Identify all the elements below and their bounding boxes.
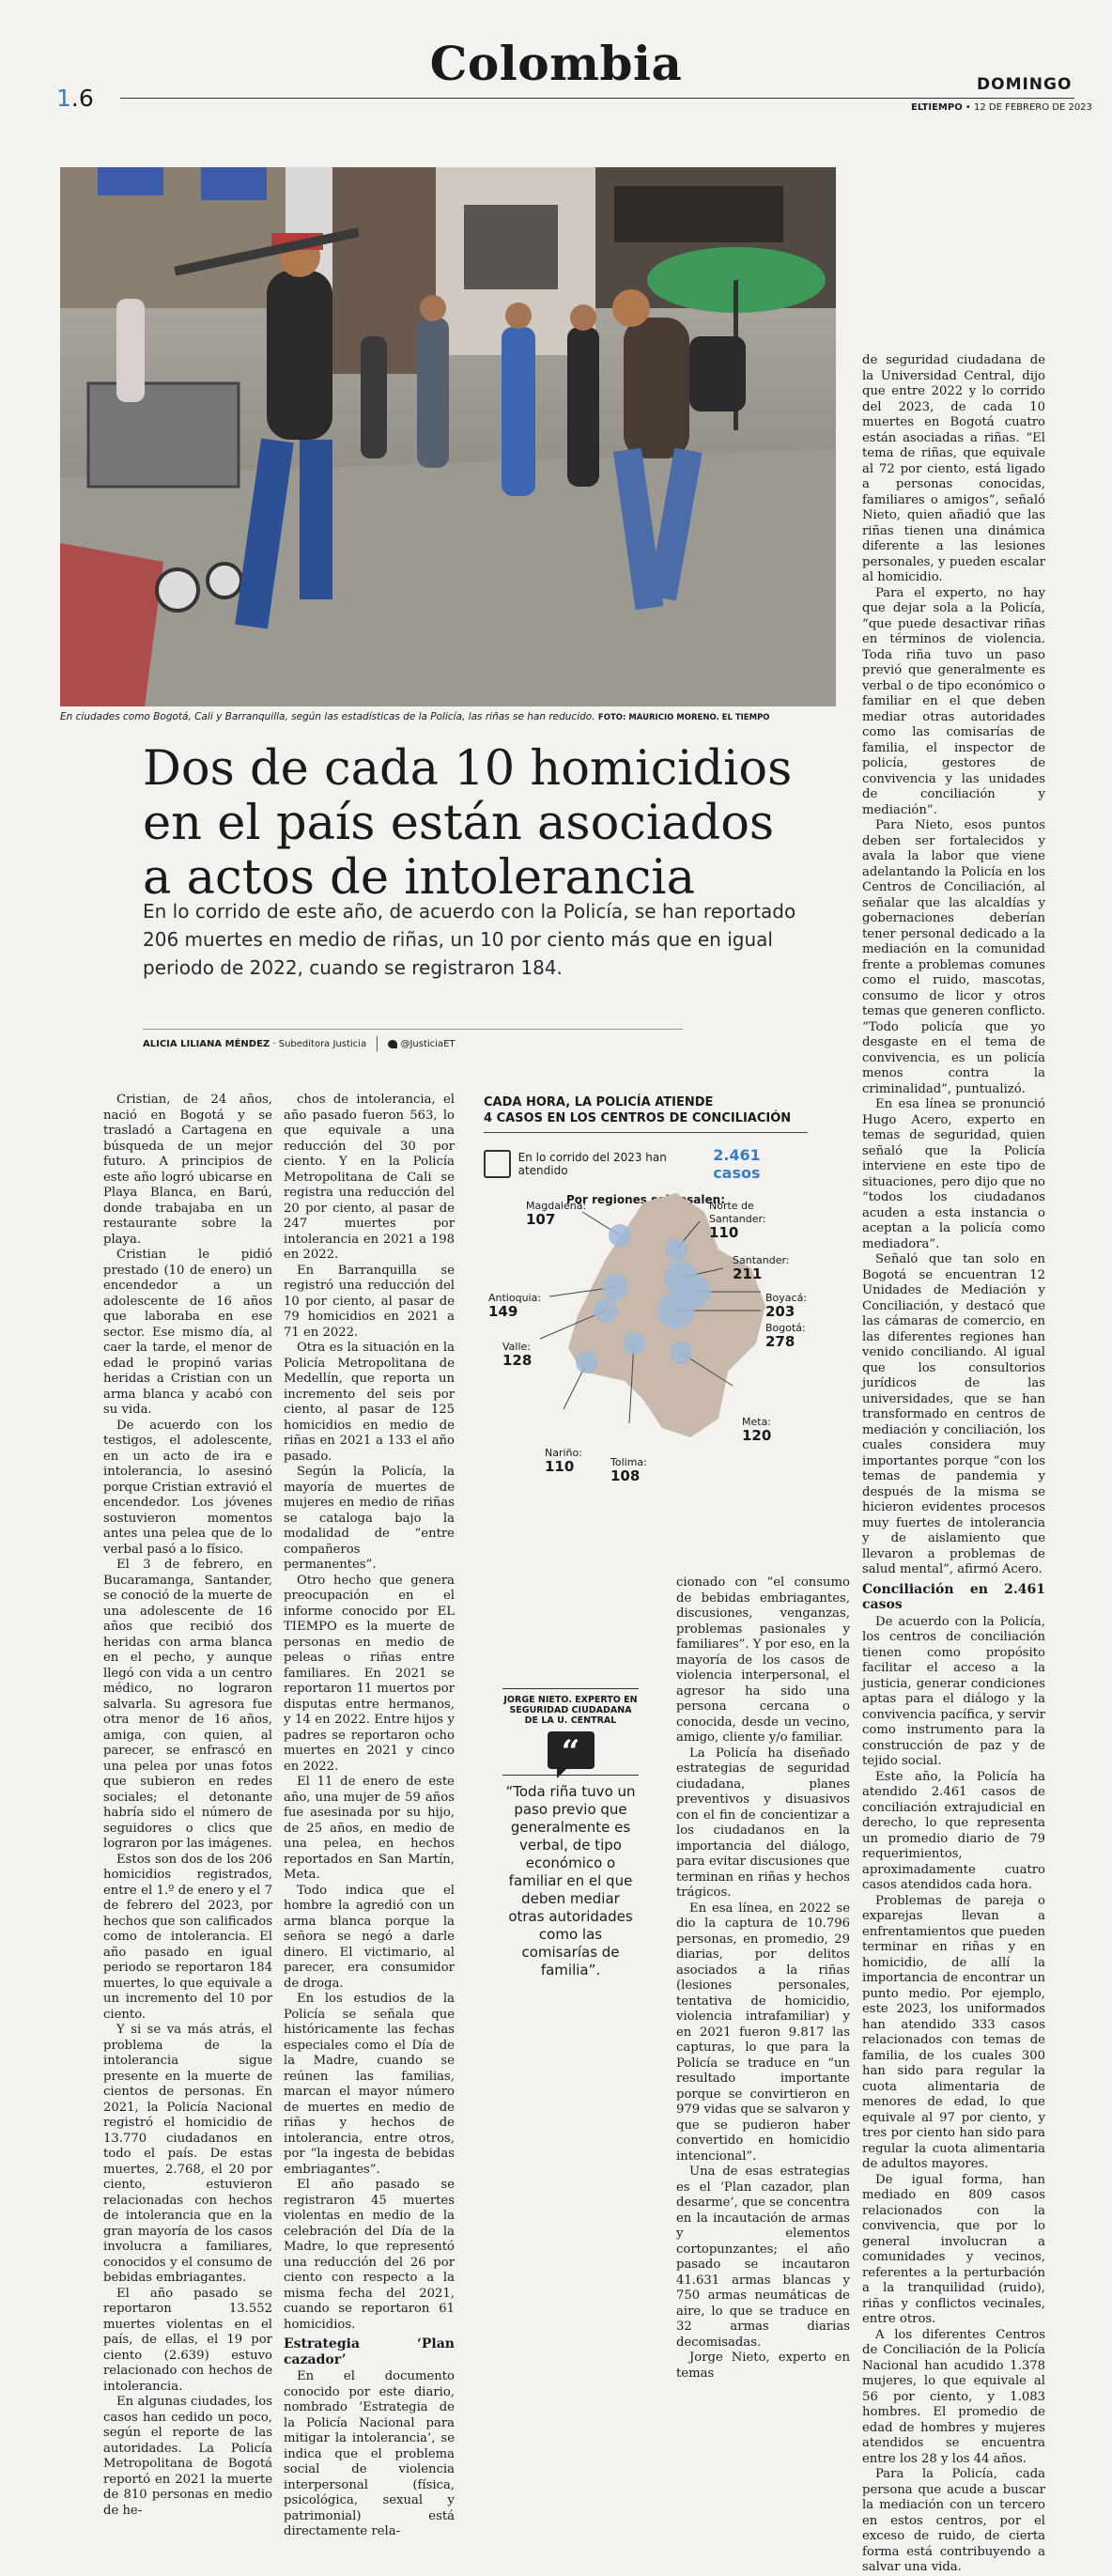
paragraph: En esa línea, en 2022 se dio la captura de 10.796 personas, en promedio, 29 diarias, por delitos asociados a la riñas (lesiones personales, tentativa de homicidio, violencia intrafamiliar) y en 2021 fueron 9.817 las capturas, lo que para la Policía se traduce en “un resultado importante porque se convirtieron en 979 vidas que se salvaron y que se pudieron haber convertido en homicidio intencional”. bbox=[676, 1901, 850, 2164]
paragraph: Problemas de pareja o exparejas llevan a enfrentamientos que pueden terminar en riñas y en homicidio, de allí la importancia de encontrar un punto medio. Por ejemplo, este 2023, los uniformados han atendido 333 casos relacionados con temas de familia, de los cuales 300 han sido para regular la cuota alimentaria de menores de edad, lo que equivale al 97 por ciento, y tres por ciento han sido para regular la cuota alimentaria de adultos mayores. bbox=[862, 1893, 1045, 2171]
region-antioquia: Antioquia: 149 bbox=[488, 1292, 542, 1320]
paragraph: Una de esas estrategias es el ‘Plan cazador, plan desarme’, que se concentra en la incautación de armas y elementos cortopunzantes; el año pasado se incautaron 41.631 armas blancas y 750 armas neumáticas de aire, lo que se traduce en 32 armas diarias decomisadas. bbox=[676, 2165, 850, 2350]
paragraph: Jorge Nieto, experto en temas bbox=[676, 2351, 850, 2381]
paragraph: Para el experto, no hay que dejar sola a la Policía, “que puede desactivar riñas en términos de violencia. Toda riña tuvo un paso previó que generalmente es verbal o de tipo económico o familiar en el que deben mediar otras autoridades como las comisarías de familia, el inspector de policía, gestores de convivencia y las unidades de conciliación y mediación”. bbox=[862, 585, 1045, 817]
infographic-title: CADA HORA, LA POLICÍA ATIENDE 4 CASOS EN LOS CENTROS DE CONCILIACIÓN bbox=[484, 1095, 792, 1125]
paragraph: Para Nieto, esos puntos deben ser fortalecidos y avala la labor que viene adelantando la Policía en los Centros de Conciliación, al señalar que las alcaldías y gobernaciones deberían tener personal dedicado a la mediación en la comunidad frente a problemas comunes como el ruido, mascotas, consumo de licor y otros temas que generen conflicto. “Todo policía que yo desgaste en el tema de convivencia, es un policía menos contra la criminalidad”, puntualizó. bbox=[862, 818, 1045, 1096]
page-number: 1.6 bbox=[56, 85, 94, 112]
bubble-valle bbox=[594, 1298, 618, 1323]
quote-attribution: JORGE NIETO. EXPERTO EN SEGURIDAD CIUDADANA DE LA U. CENTRAL bbox=[502, 1688, 639, 1726]
paragraph: Este año, la Policía ha atendido 2.461 casos de conciliación extrajudicial en derecho, lo que representa un promedio diario de 79 requerimientos, aproximadamente cuatro casos atendidos cada hora. bbox=[862, 1769, 1045, 1892]
region-tolima: Tolima: 108 bbox=[610, 1456, 647, 1484]
region-valle: Valle: 128 bbox=[502, 1341, 533, 1369]
cases-stat: En lo corrido del 2023 han atendido 2.461 casos bbox=[484, 1146, 808, 1182]
twitter-handle[interactable]: @JusticiaET bbox=[400, 1039, 456, 1049]
paragraph: Cristian, de 24 años, nació en Bogotá y se trasladó a Cartagena en búsqueda de un mejor futuro. A principios de este año logró ubicarse en Playa Blanca, en Barú, donde trabajaba en un restaurante sobre la playa. bbox=[103, 1093, 272, 1247]
paragraph: A los diferentes Centros de Conciliación de la Policía Nacional han acudido 1.378 mujeres, lo que equivale al 56 por ciento, y 1.083 hombres. El promedio de edad de hombres y mujeres atendidos se encuentra entre los 28 y los 44 años. bbox=[862, 2327, 1045, 2466]
byline-rule bbox=[143, 1029, 683, 1030]
bubble-antioquia bbox=[602, 1274, 628, 1300]
photo-caption: En ciudades como Bogotá, Cali y Barranquilla, según las estadísticas de la Policía, las riñas se han reducido. FOTO: MAURICIO MORENO. EL TIEMPO bbox=[60, 711, 770, 722]
edition-date: ELTIEMPO • 12 DE FEBRERO DE 2023 bbox=[911, 102, 1092, 113]
author-name: ALICIA LILIANA MÉNDEZ bbox=[143, 1039, 270, 1049]
paragraph: chos de intolerancia, el año pasado fueron 563, lo que equivale a una reducción del 30 por ciento. Y en la Policía Metropolitana de Cali se registra una reducción del 20 por ciento, al pasar de 247 muertes por intolerancia en 2021 a 198 en 2022. bbox=[284, 1093, 455, 1262]
paragraph: Otra es la situación en la Policía Metropolitana de Medellín, que reporta un incremento del seis por ciento, al pasar de 125 homicidios en medio de riñas en 2021 a 133 el año pasado. bbox=[284, 1341, 455, 1464]
paragraph: Señaló que tan solo en Bogotá se encuentran 12 Unidades de Mediación y Conciliación, y destacó que las cámaras de comercio, en las diferentes regiones han venido conciliando. Al igual que los consultorios jurídicos de las universidades, que se han transformado en centros de mediación y conciliación, los cuales considera muy importantes porque “con los temas de pandemia y después de la misma se hicieron evidentes procesos muy fuertes de intolerancia y de aislamiento que llevaron a problemas de salud mental”, afirmó Acero. bbox=[862, 1252, 1045, 1576]
conciliation-infographic bbox=[484, 1094, 808, 1484]
paragraph: cionado con “el consumo de bebidas embriagantes, discusiones, venganzas, problemas pasionales y familiares”. Y por eso, en la mayoría de los casos de violencia interpersonal, el agresor ha sido una persona cercana o conocida, desde un vecino, amigo, cliente y/o familiar. bbox=[676, 1575, 851, 1745]
article-column-3 bbox=[676, 1575, 850, 2382]
region-norte-santander: Norte de Santander: 110 bbox=[709, 1200, 766, 1241]
paragraph: De acuerdo con la Policía, los centros de conciliación tienen como propósito facilitar el acceso a la justicia, generar condiciones aptas para el diálogo y la convivencia pacífica, y servir como instrumento para la construcción de paz y de tejido social. bbox=[862, 1614, 1045, 1768]
section-title: Colombia bbox=[429, 36, 683, 91]
paragraph: Y si se va más atrás, el problema de la intolerancia sigue presente en la muerte de cientos de personas. En 2021, la Policía Nacional registró el homicidio de 13.770 ciudadanos en todo el país. De estas muertes, 2.768, el 20 por ciento, estuvieron relacionadas con hechos de intolerancia que en la gran mayoría de los casos involucra a familiares, conocidos y el consumo de bebidas embriagantes. bbox=[103, 2023, 272, 2285]
header-rule bbox=[120, 98, 1074, 99]
region-narino: Nariño: 110 bbox=[545, 1447, 582, 1475]
author-role: · Subeditora Justicia bbox=[272, 1039, 367, 1049]
regions-subtitle: Por regiones sobresalen: bbox=[565, 1193, 725, 1206]
paragraph: De acuerdo con los testigos, el adolescente, en un acto de ira e intolerancia, lo asesinó porque Cristian extravió el encendedor. Los jóvenes sostuvieron momentos antes una pelea que de lo verbal pasó a lo físico. bbox=[103, 1418, 272, 1557]
byline-separator bbox=[377, 1036, 378, 1051]
street-fight-photo bbox=[60, 167, 836, 706]
paragraph: Estos son dos de los 206 homicidios registrados, entre el 1.º de enero y el 7 de febrero del 2023, por hechos que son calificados como de intolerancia. El año pasado en igual periodo se reportaron 184 muertes, lo que equivale a un incremento del 10 por ciento. bbox=[103, 1852, 272, 2022]
infographic-rule bbox=[484, 1132, 808, 1133]
article-column-1 bbox=[103, 1093, 272, 2519]
headline: Dos de cada 10 homicidios en el país están asociados a actos de intolerancia bbox=[143, 741, 793, 906]
paragraph: Otro hecho que genera preocupación en el informe conocido por EL TIEMPO es la muerte de personas en medio de peleas o riñas entre familiares. En 2021 se reportaron 11 muertos por disputas entre hermanos, y 14 en 2022. Entre hijos y padres se reportaron ocho muertes en 2021 y cinco en 2022. bbox=[284, 1573, 455, 1774]
quote-text: “Toda riña tuvo un paso previo que generalmente es verbal, de tipo económico o familiar en el que deben mediar otras autoridades como las comisarías de familia”. bbox=[502, 1775, 639, 1979]
weekday: DOMINGO bbox=[977, 75, 1073, 94]
article-column-4 bbox=[862, 353, 1045, 2576]
paragraph: de seguridad ciudadana de la Universidad Central, dijo que entre 2022 y lo corrido del 2023, de cada 10 muertes en Bogotá cuatro están asociadas a riñas. “El tema de riñas, que equivale al 72 por ciento, está ligado a personas conocidas, familiares o amigos”, señaló Nieto, quien añadió que las riñas tienen una dinámica diferente a las lesiones personales, y pueden escalar al homicidio. bbox=[862, 353, 1045, 584]
bubble-narino bbox=[576, 1351, 598, 1373]
quote-icon: “ bbox=[548, 1731, 595, 1769]
bubble-tolima bbox=[623, 1332, 645, 1355]
byline bbox=[143, 1036, 456, 1051]
article-column-2 bbox=[284, 1093, 455, 2540]
region-santander: Santander: 211 bbox=[733, 1254, 790, 1282]
paragraph: Para la Policía, cada persona que acude a buscar la mediación con un tercero en estos centros, por el exceso de ruido, de cierta forma está contribuyendo a salvar una vida. bbox=[862, 2467, 1045, 2574]
bubble-magdalena bbox=[609, 1224, 631, 1247]
pull-quote bbox=[502, 1688, 639, 1979]
paragraph: El año pasado se reportaron 13.552 muertes violentas en el país, de ellas, el 19 por ciento (2.639) estuvo relacionado con hechos de intolerancia. bbox=[103, 2286, 272, 2394]
region-meta: Meta: 120 bbox=[742, 1416, 772, 1444]
document-check-icon bbox=[484, 1150, 511, 1178]
paragraph: Todo indica que el hombre la agredió con un arma blanca porque la señora se negó a darle dinero. El victimario, al parecer, era consumidor de droga. bbox=[284, 1883, 455, 1991]
bubble-norte-santander bbox=[665, 1238, 687, 1261]
paragraph: En algunas ciudades, los casos han cedido un poco, según el reporte de las autoridades. La Policía Metropolitana de Bogotá reportó en 2021 la muerte de 810 personas en medio de he- bbox=[103, 2395, 272, 2518]
region-bogota: Bogotá: 278 bbox=[765, 1322, 806, 1350]
subheading-plan-cazador: Estrategia ‘Plan cazador’ bbox=[284, 2336, 455, 2367]
region-magdalena: Magdalena: 107 bbox=[526, 1200, 587, 1228]
paragraph: En el documento conocido por este diario, nombrado ‘Estrategia de la Policía Nacional para mitigar la intolerancia’, se indica que el problema social de violencia interpersonal (física, psicológica, sexual y patrimonial) está directamente rela- bbox=[284, 2369, 455, 2538]
lead-paragraph: En lo corrido de este año, de acuerdo con la Policía, se han reportado 206 muertes en medio de riñas, un 10 por ciento más que en igual periodo de 2022, cuando se registraron 184. bbox=[143, 900, 796, 979]
region-boyaca: Boyacá: 203 bbox=[765, 1292, 808, 1320]
subheading-conciliacion: Conciliación en 2.461 casos bbox=[862, 1581, 1045, 1612]
paragraph: La Policía ha diseñado estrategias de seguridad ciudadana, planes preventivos y disuasivos con el fin de concientizar a los ciudadanos en la importancia del diálogo, para evitar discusiones que terminan en riñas y hechos trágicos. bbox=[676, 1746, 850, 1900]
paragraph: En Barranquilla se registró una reducción del 10 por ciento, al pasar de 79 homicidios en 2021 a 71 en 2022. bbox=[284, 1263, 455, 1340]
bubble-meta bbox=[670, 1342, 692, 1364]
cases-total: 2.461 casos bbox=[713, 1146, 761, 1182]
paragraph: Según la Policía, la mayoría de muertes de mujeres en medio de riñas se cataloga bajo la modalidad de “entre compañeros permanentes”. bbox=[284, 1465, 455, 1572]
paragraph: El 3 de febrero, en Bucaramanga, Santander, se conoció de la muerte de una adolescente de 16 años que recibió dos heridas con arma blanca en el pecho, y aunque llegó con vida a un centro médico, no lograron salvarla. Su agresora fue otra menor de 16 años, amiga, con quien, al parecer, se enfrascó en una pelea por unas fotos que subieron en redes sociales; el detonante habría sido el número de seguidores o clics que lograron por las imágenes. bbox=[103, 1558, 272, 1851]
paragraph: El 11 de enero de este año, una mujer de 59 años fue asesinada por su hijo, de 25 años, en medio de una pelea, en hechos reportados en San Martín, Meta. bbox=[284, 1775, 455, 1882]
twitter-icon bbox=[388, 1040, 397, 1048]
paragraph: El año pasado se registraron 45 muertes violentas en medio de la celebración del Día de la Madre, lo que representó una reducción del 26 por ciento con respecto a la misma fecha del 2021, cuando se reportaron 61 homicidios. bbox=[284, 2178, 455, 2332]
main-photo bbox=[60, 167, 836, 706]
paragraph: De igual forma, han mediado en 809 casos relacionados con la convivencia, que por lo general involucran a comunidades y vecinos, referentes a la perturbación a la tranquilidad (ruido), riñas y conflictos vecinales, entre otros. bbox=[862, 2172, 1045, 2326]
paragraph: En los estudios de la Policía se señala que históricamente las fechas especiales como el Día de la Madre, cuando se reúnen las familias, marcan el mayor número de muertes en medio de riñas y hechos de intolerancia, entre otros, por “la ingesta de bebidas embriagantes”. bbox=[284, 1992, 455, 2177]
paragraph: Cristian le pidió prestado (10 de enero) un encendedor a un adolescente de 16 años que laboraba en ese sector. Ese mismo día, al caer la tarde, el menor de edad le propinó varias heridas a Cristian con un arma blanca y acabó con su vida. bbox=[103, 1248, 272, 1417]
paragraph: En esa línea se pronunció Hugo Acero, experto en temas de seguridad, quien señaló que la Policía interviene en este tipo de situaciones, pero dijo que no “todos los ciudadanos acuden a esta instancia o aceptan a la policía como mediadora”. bbox=[862, 1097, 1045, 1251]
bubble-bogota bbox=[657, 1292, 695, 1329]
